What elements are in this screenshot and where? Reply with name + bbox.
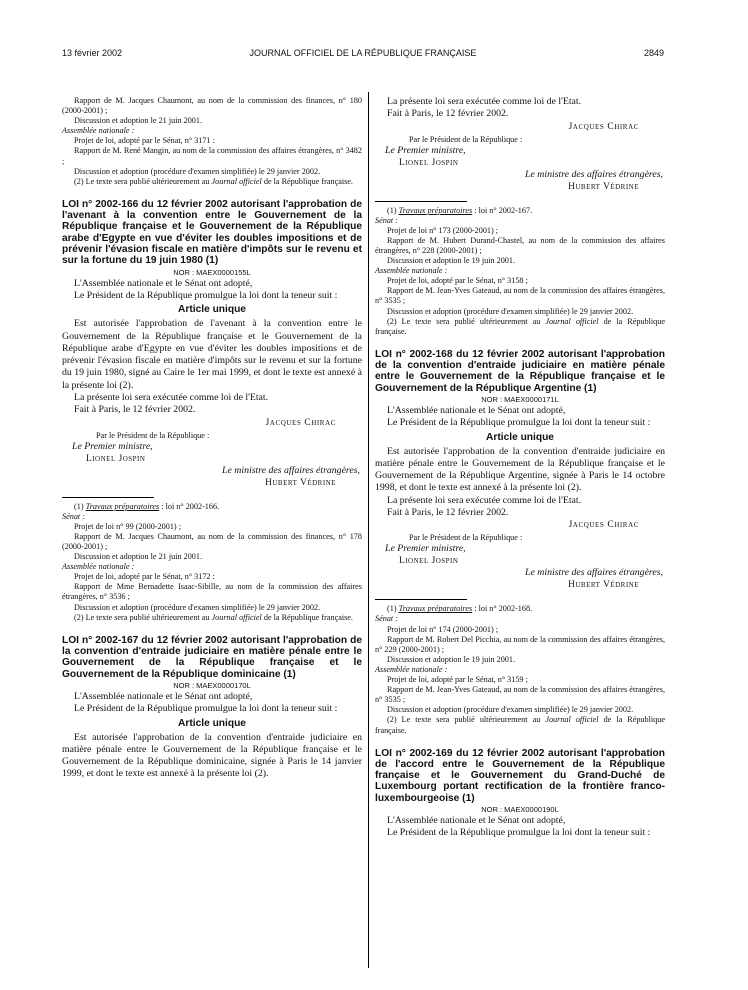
footnote-line: Projet de loi, adopté par le Sénat, n° 3172 : [74,572,215,582]
footnote-line: (2) Le texte sera publié ultérieurement au Journal officiel de la République française. [74,176,353,186]
paragraph: L'Assemblée nationale et le Sénat ont adopté, [387,405,566,416]
article-body [62,732,362,781]
president-signature: Jacques Chirac [568,121,639,132]
footnote-line: Projet de loi n° 173 (2000-2001) ; [387,225,499,235]
left-column [62,96,362,781]
law-title: LOI n° 2002-168 du 12 février 2002 autorisant l'approbation de la convention d'entraide judiciaire en matière pénale entre le Gouvernement de la République française et le Gouvernement de la République Argentine (1) [375,348,665,394]
law-body [375,405,665,430]
paragraph: L'Assemblée nationale et le Sénat ont adopté, [387,815,566,827]
footnote-line: Discussion et adoption le 21 juin 2001. [74,552,203,562]
law-body [62,278,362,303]
signature-par: Par le Président de la République : [409,134,523,144]
footnote-heading: Sénat : [375,215,398,225]
paragraph: La présente loi sera exécutée comme loi de l'Etat. [387,96,582,107]
footnote-line: Projet de loi n° 99 (2000-2001) ; [74,521,181,531]
article-heading: Article unique [178,717,246,729]
footnote-line: Discussion et adoption le 21 juin 2001. [74,116,203,126]
footnotes [375,206,665,337]
nor-reference: NOR : MAEX0000190L [481,805,559,815]
footnote-line: Discussion et adoption (procédure d'examen simplifiée) le 29 janvier 2002. [387,306,634,316]
prime-minister-name: Lionel Jospin [399,556,459,567]
law-body [62,691,362,716]
footnote-line: Discussion et adoption (procédure d'examen simplifiée) le 29 janvier 2002. [74,602,321,612]
signature-par: Par le Président de la République : [409,533,523,543]
minister-name: Hubert Védrine [568,580,639,591]
law-title: LOI n° 2002-167 du 12 février 2002 autorisant l'approbation de la convention d'entraide judiciaire en matière pénale entre le Gouvernement de la République française et le Gouvernement de la République dominicaine (1) [62,634,362,680]
nor-reference: NOR : MAEX0000171L [481,395,559,404]
footnote-heading: Sénat : [375,614,398,624]
column-divider [368,92,369,968]
footnote-line: Projet de loi, adopté par le Sénat, n° 3171 : [74,136,215,146]
minister-title: Le ministre des affaires étrangères, [525,168,663,180]
article-heading: Article unique [486,431,554,443]
footnote-heading: Assemblée nationale : [62,126,135,136]
footnote-line: Discussion et adoption le 19 juin 2001. [387,654,516,664]
law-body [375,96,665,121]
prime-minister-title: Le Premier ministre, [72,440,153,452]
footnote-line: (1) Travaux préparatoires : loi n° 2002-166. [74,501,220,511]
paragraph: La présente loi sera exécutée comme loi de l'Etat. [387,494,582,506]
footnote-line: (2) Le texte sera publié ultérieurement au Journal officiel de la République française. [375,715,665,735]
paragraph: Le Président de la République promulgue la loi dont la teneur suit : [387,417,651,429]
footnote-rule [375,599,467,600]
footnote-line: Discussion et adoption (procédure d'examen simplifiée) le 29 janvier 2002. [74,166,321,176]
minister-name: Hubert Védrine [265,477,336,488]
paragraph: Fait à Paris, le 12 février 2002. [387,507,509,519]
minister-title: Le ministre des affaires étrangères, [222,464,360,476]
footnotes [375,604,665,735]
paragraph: Est autorisée l'approbation de l'avenant à la convention entre le Gouvernement de la République française et le Gouvernement de la République arabe d'Egypte en vue d'éviter les doubles impositions et de prévenir l'évasion fiscale en matière d'impôts sur le revenu et sur la fortune du 19 juin 1980, signé au Caire le 1er mai 1999, et dont le texte est annexé à la présente loi (2). [62,318,362,391]
footnote-rule [375,201,467,202]
footnote-line: Rapport de M. Robert Del Picchia, au nom de la commission des affaires étrangères, n° 229 (2000-2001) ; [375,634,665,654]
signature-par: Par le Président de la République : [96,430,210,440]
minister-name: Hubert Védrine [568,181,639,192]
footnote-line: Rapport de M. Jean-Yves Gateaud, au nom de la commission des affaires étrangères, n° 3535 ; [375,286,665,306]
footnote-line: Rapport de M. Jean-Yves Gateaud, au nom de la commission des affaires étrangères, n° 3535 ; [375,685,665,705]
president-signature: Jacques Chirac [265,417,336,428]
footnote-heading: Assemblée nationale : [375,664,448,674]
footnote-line: Discussion et adoption le 19 juin 2001. [387,256,516,266]
header-date: 13 février 2002 [62,48,123,58]
footnote-line: Projet de loi, adopté par le Sénat, n° 3158 ; [387,276,528,286]
footnote-line: Rapport de M. Hubert Durand-Chastel, au nom de la commission des affaires étrangères, n° 228 (2000-2001) ; [375,235,665,255]
paragraph: Fait à Paris, le 12 février 2002. [387,108,509,120]
paragraph: L'Assemblée nationale et le Sénat ont adopté, [74,277,253,289]
law-title: LOI n° 2002-166 du 12 février 2002 autorisant l'approbation de l'avenant à la convention entre le Gouvernement de la République française et le Gouvernement de la République arabe d'Egypte en vue d'éviter les doubles impositions et de prévenir l'évasion fiscale en matière d'impôts sur le revenu et sur la fortune du 19 juin 1980 (1) [62,198,362,267]
nor-reference: NOR : MAEX0000155L [173,267,251,277]
law-title: LOI n° 2002-169 du 12 février 2002 autorisant l'approbation de l'accord entre le Gouvernement de la République française et le Gouvernement du Grand-Duché de Luxembourg portant rectification de la frontière franco-luxembourgeoise (1) [375,747,665,804]
right-column [375,96,665,840]
paragraph: La présente loi sera exécutée comme loi de l'Etat. [74,392,269,403]
prime-minister-title: Le Premier ministre, [385,543,466,555]
footnote-line: (2) Le texte sera publié ultérieurement au Journal officiel de la République française. [375,316,665,336]
footnote-heading: Assemblée nationale : [375,266,448,276]
footnote-line: (2) Le texte sera publié ultérieurement au Journal officiel de la République française. [74,612,353,622]
footnote-rule [62,497,154,498]
prime-minister-title: Le Premier ministre, [385,144,466,156]
paragraph: L'Assemblée nationale et le Sénat ont adopté, [74,690,253,702]
footnote-heading: Sénat : [62,511,85,521]
paragraph: Le Président de la République promulgue la loi dont la teneur suit : [387,827,651,839]
footnote-line: Projet de loi n° 174 (2000-2001) ; [387,624,499,634]
paragraph: Le Président de la République promulgue la loi dont la teneur suit : [74,289,338,301]
paragraph: Le Président de la République promulgue la loi dont la teneur suit : [74,703,338,715]
footnote-heading: Assemblée nationale : [62,562,135,572]
paragraph: Est autorisée l'approbation de la convention d'entraide judiciaire en matière pénale entre le Gouvernement de la République française et le Gouvernement de la République dominicaine, signée à Paris le 14 janvier 1999, et dont le texte est annexé à la présente loi (2). [62,731,362,780]
footnote-line: Rapport de M. Jacques Chaumont, au nom de la commission des finances, n° 180 (2000-2001) ; [62,96,362,116]
footnote-line: Projet de loi, adopté par le Sénat, n° 3159 ; [387,675,528,685]
article-body [375,446,665,520]
president-signature: Jacques Chirac [568,520,639,531]
footnote-line: Rapport de M. René Mangin, au nom de la commission des affaires étrangères, n° 3482 ; [62,146,362,166]
header-page-number: 2849 [643,48,664,58]
header-title: JOURNAL OFFICIEL DE LA RÉPUBLIQUE FRANÇAISE [249,48,477,58]
footnote-line: Rapport de Mme Bernadette Isaac-Sibille, au nom de la commission des affaires étrangères, n° 3536 ; [62,582,362,602]
prime-minister-name: Lionel Jospin [86,453,146,464]
paragraph: Est autorisée l'approbation de la convention d'entraide judiciaire en matière pénale entre le Gouvernement de la République française et le Gouvernement de la République Argentine, signée à Paris le 14 octobre 1998, et dont le texte est annexé à la présente loi (2). [375,445,665,494]
paragraph: Fait à Paris, le 12 février 2002. [74,404,196,416]
footnote-line: (1) Travaux préparatoires : loi n° 2002-168. [387,604,533,614]
law-body [375,815,665,840]
page-header [62,48,664,62]
article-heading: Article unique [178,304,246,316]
prime-minister-name: Lionel Jospin [399,157,459,168]
footnote-line: Rapport de M. Jacques Chaumont, au nom de la commission des finances, n° 178 (2000-2001) ; [62,531,362,551]
nor-reference: NOR : MAEX0000170L [173,680,251,690]
minister-title: Le ministre des affaires étrangères, [525,567,663,579]
article-body [62,318,362,416]
footnote-line: (1) Travaux préparatoires : loi n° 2002-167. [387,205,533,215]
footnotes [62,502,362,623]
prior-footnote [62,96,362,187]
footnote-line: Discussion et adoption (procédure d'examen simplifiée) le 29 janvier 2002. [387,705,634,715]
